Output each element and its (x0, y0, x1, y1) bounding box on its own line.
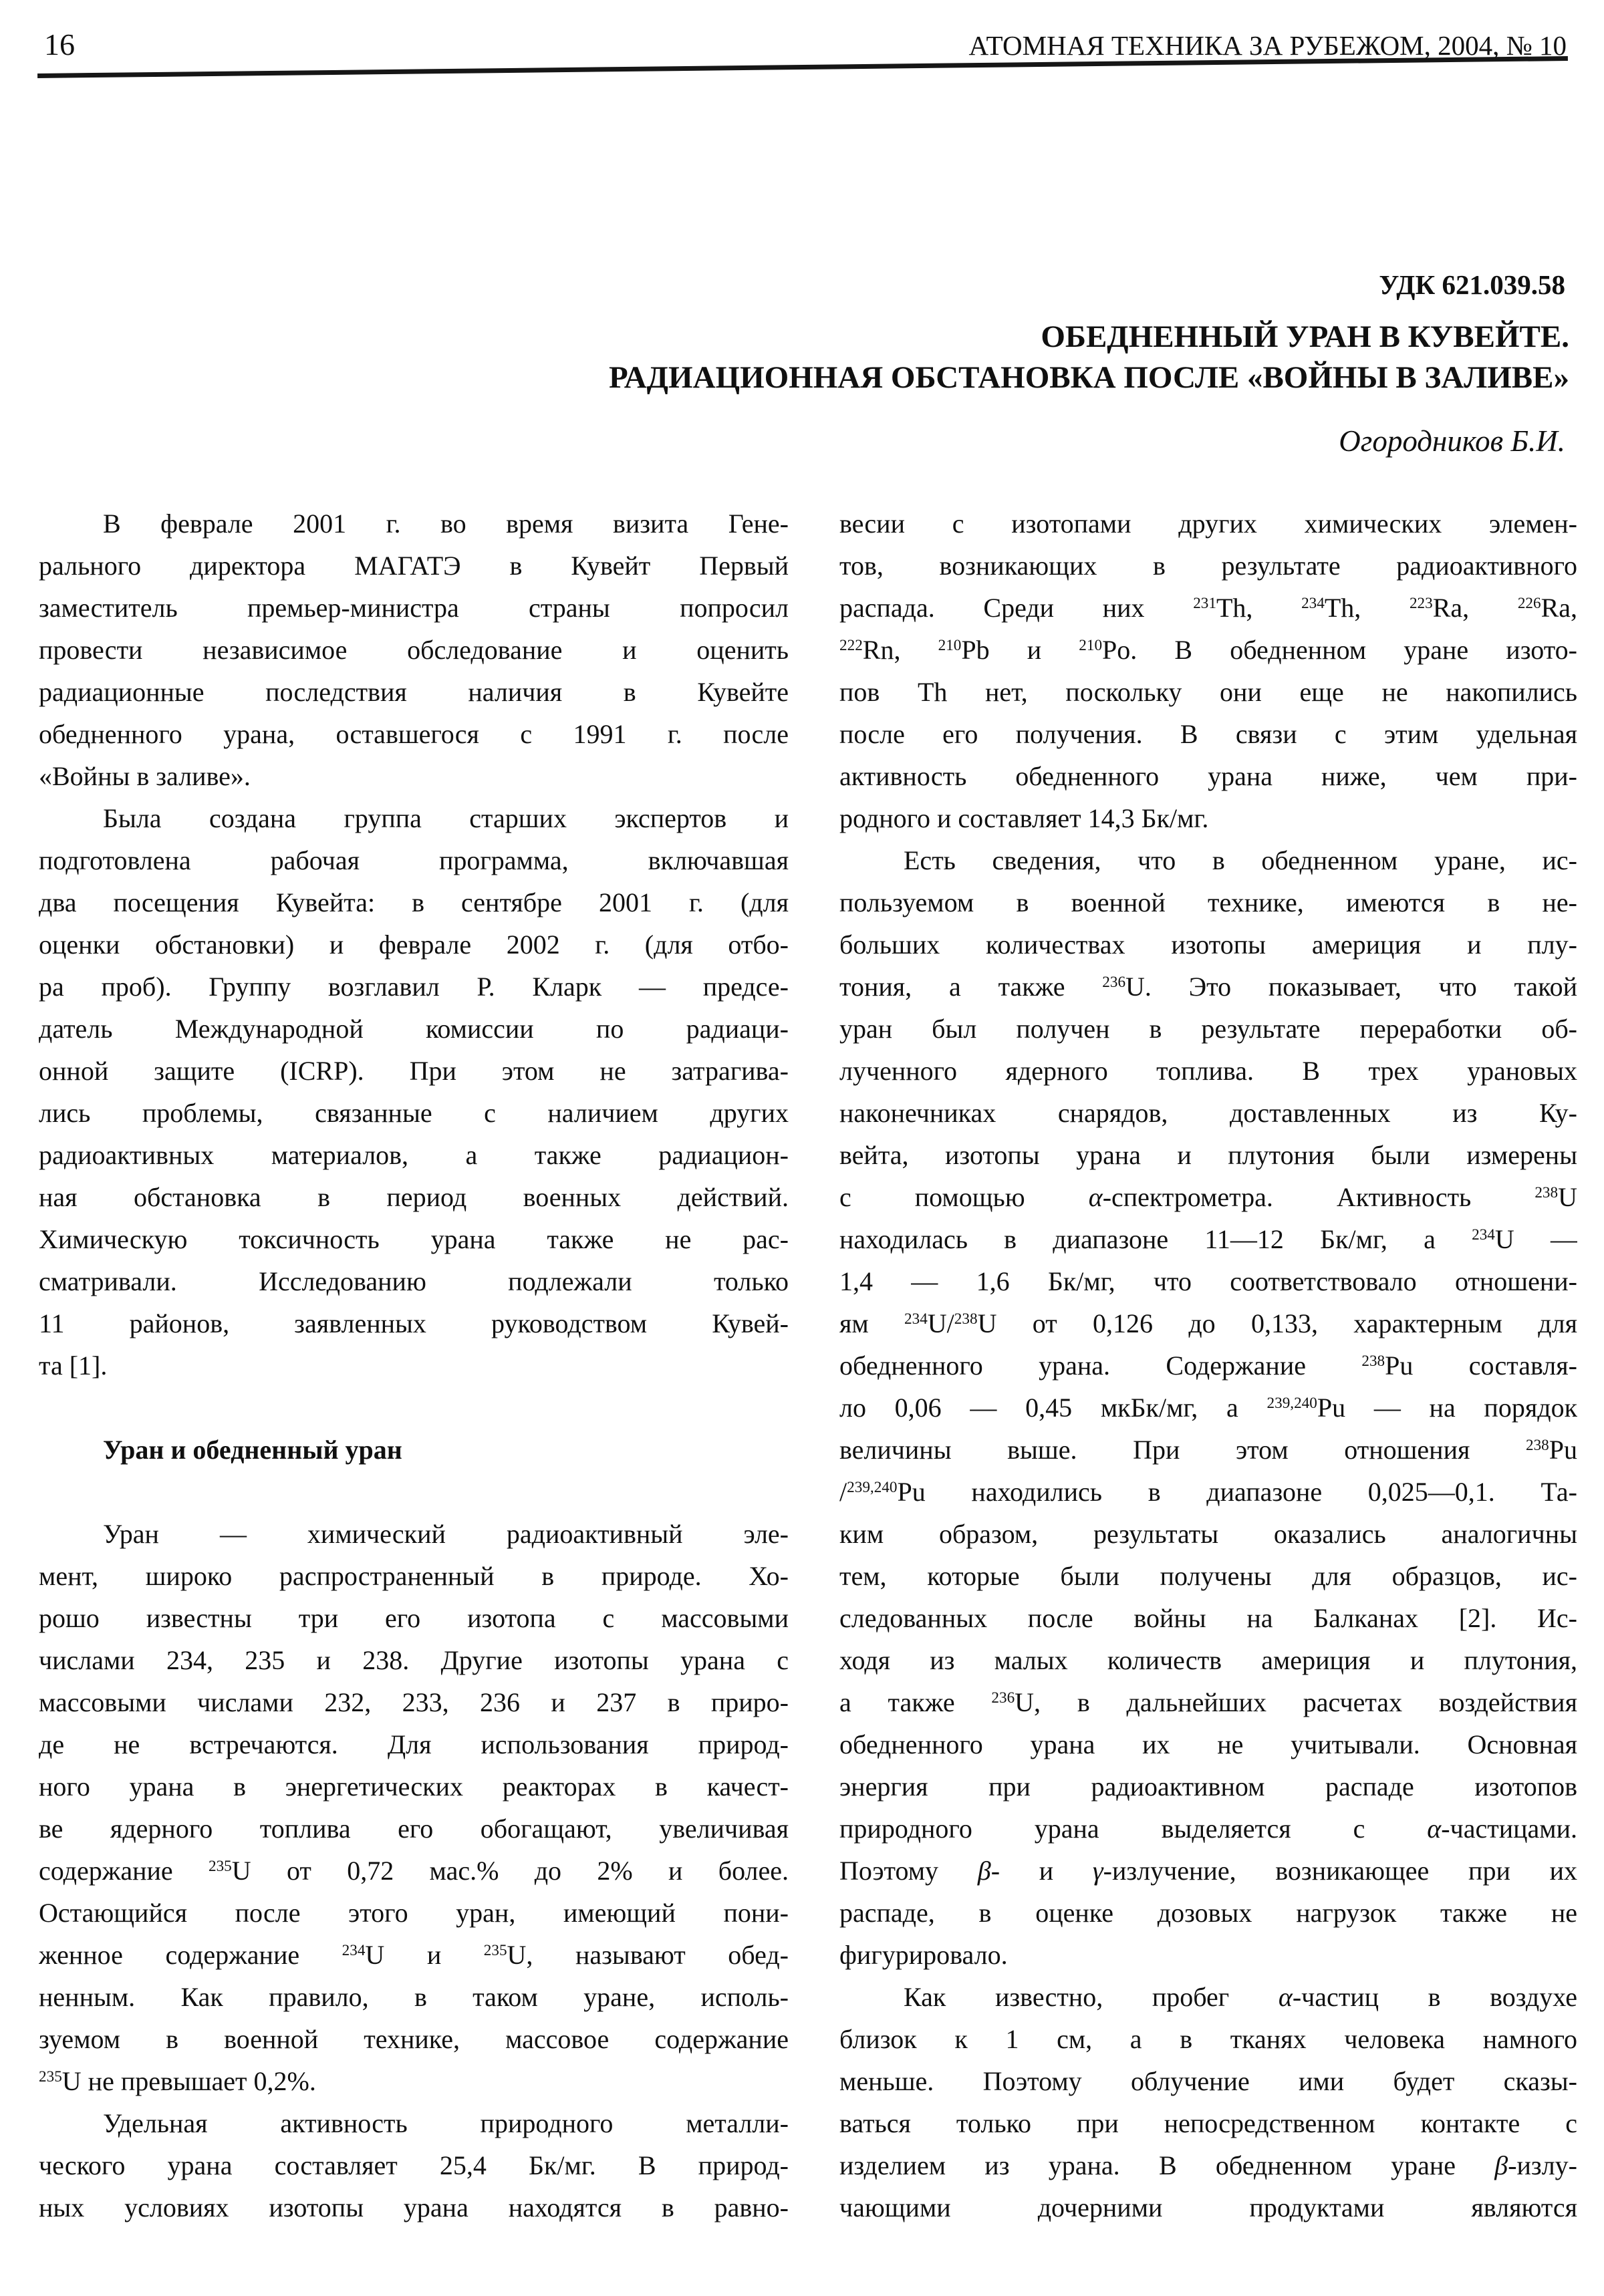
text-line: а также $^{236}$U, в дальнейших расчетах воздействия (839, 1687, 1577, 1717)
text-line: провести независимое обследование и оценить (39, 635, 789, 665)
isotope-superscript: 239,240 (1266, 1395, 1317, 1413)
isotope-superscript: 239,240 (847, 1479, 898, 1497)
text-line: наконечниках снарядов, доставленных из Ку- (839, 1098, 1577, 1128)
isotope-superscript: 234 (1301, 595, 1325, 613)
text-line: радиоактивных материалов, а также радиацион- (39, 1140, 789, 1170)
text-line: Была создана группа старших экспертов и (103, 803, 789, 833)
text-line: содержание $^{235}$U от 0,72 мас.% до 2% и более. (39, 1856, 789, 1886)
text-line: сматривали. Исследованию подлежали только (39, 1266, 789, 1296)
text-line: ким образом, результаты оказались аналогичны (839, 1519, 1577, 1549)
isotope-superscript: 222 (839, 637, 863, 655)
greek-letter: α (1427, 1814, 1442, 1844)
isotope-superscript: 235 (483, 1942, 507, 1960)
text-line: Поэтому β- и γ-излучение, возникающее при их (839, 1856, 1577, 1886)
text-line: активность обедненного урана ниже, чем при- (839, 761, 1577, 791)
isotope-superscript: 238 (1361, 1352, 1385, 1371)
text-column-left (39, 503, 789, 2229)
text-line: мент, широко распространенный в природе. Хо- (39, 1561, 789, 1591)
text-line: /$^{239,240}$Pu находились в диапазоне 0,025—0,1. Та- (839, 1477, 1577, 1507)
text-line: распаде, в оценке дозовых нагрузок также не (839, 1898, 1577, 1928)
text-line: ходя из малых количеств америция и плутония, (839, 1645, 1577, 1675)
isotope-superscript: 234 (342, 1942, 366, 1960)
text-line: датель Международной комиссии по радиаци- (39, 1014, 789, 1044)
text-line: ям $^{234}$U/$^{238}$U от 0,126 до 0,133, характерным для (839, 1308, 1577, 1338)
text-line: лученного ядерного топлива. В трех урановых (839, 1056, 1577, 1086)
text-line: два посещения Кувейта: в сентябре 2001 г. (для (39, 887, 789, 917)
greek-letter: γ (1092, 1856, 1103, 1886)
greek-letter: β (977, 1856, 991, 1886)
text-line: вейта, изотопы урана и плутония были измерены (839, 1140, 1577, 1170)
text-line: Остающийся после этого уран, имеющий пони- (39, 1898, 789, 1928)
text-line: радиационные последствия наличия в Кувейте (39, 677, 789, 707)
text-line: ваться только при непосредственном контакте с (839, 2108, 1577, 2138)
article-author: Огородников Б.И. (1339, 424, 1565, 458)
text-line: ных условиях изотопы урана находятся в равно- (39, 2192, 789, 2222)
text-line: Уран — химический радиоактивный эле- (103, 1519, 789, 1549)
text-line: пользуемом в военной технике, имеются в не- (839, 887, 1577, 917)
isotope-superscript: 210 (938, 637, 962, 655)
text-line: природного урана выделяется с α-частицами. (839, 1814, 1577, 1844)
isotope-superscript: 234 (1472, 1226, 1495, 1244)
article-title-line1: ОБЕДНЕННЫЙ УРАН В КУВЕЙТЕ. (1041, 319, 1569, 354)
text-line: 11 районов, заявленных руководством Кувей- (39, 1308, 789, 1338)
header-rule (37, 56, 1568, 78)
page-number: 16 (44, 27, 75, 61)
text-line: $^{235}$U не превышает 0,2%. (39, 2066, 316, 2096)
text-line: близок к 1 см, а в тканях человека намного (839, 2024, 1577, 2054)
isotope-superscript: 236 (1102, 974, 1126, 992)
text-line: тов, возникающих в результате радиоактивного (839, 551, 1577, 581)
text-line: оценки обстановки) и феврале 2002 г. (для отбо- (39, 929, 789, 960)
text-line: ческого урана составляет 25,4 Бк/мг. В природ- (39, 2150, 789, 2180)
isotope-superscript: 235 (208, 1858, 232, 1876)
text-line: уран был получен в результате переработки об- (839, 1014, 1577, 1044)
text-line: энергия при радиоактивном распаде изотопов (839, 1771, 1577, 1802)
text-line: онной защите (ICRP). При этом не затрагива- (39, 1056, 789, 1086)
paragraph (39, 1513, 789, 2102)
text-line: пов Th нет, поскольку они еще не накопились (839, 677, 1577, 707)
text-line: после его получения. В связи с этим удельная (839, 719, 1577, 749)
paragraph (839, 839, 1577, 1976)
text-line: В феврале 2001 г. во время визита Гене- (103, 509, 789, 539)
text-line: весии с изотопами других химических элемен- (839, 509, 1577, 539)
text-line: следованных после войны на Балканах [2]. Ис- (839, 1603, 1577, 1633)
text-line: обедненного урана их не учитывали. Основная (839, 1729, 1577, 1759)
greek-letter: α (1278, 1982, 1293, 2012)
greek-letter: α (1088, 1182, 1103, 1212)
text-line: меньше. Поэтому облучение ими будет сказы- (839, 2066, 1577, 2096)
text-line: заместитель премьер-министра страны попросил (39, 593, 789, 623)
text-line: Как известно, пробег α-частиц в воздухе (904, 1982, 1577, 2012)
article-title (609, 317, 1569, 398)
text-line: ная обстановка в период военных действий. (39, 1182, 789, 1212)
text-line: де не встречаются. Для использования природ- (39, 1729, 789, 1759)
text-line: тем, которые были получены для образцов, ис- (839, 1561, 1577, 1591)
text-line: распада. Среди них $^{231}$Th, $^{234}$Th, $^{223}$Ra, $^{226}$Ra, (839, 593, 1577, 623)
text-line: та [1]. (39, 1350, 108, 1381)
paragraph (39, 503, 789, 797)
section-heading: Уран и обедненный уран (103, 1435, 402, 1465)
text-line: обедненного урана, оставшегося с 1991 г. после (39, 719, 789, 749)
isotope-superscript: 223 (1409, 595, 1433, 613)
text-line: Удельная активность природного металли- (103, 2108, 789, 2138)
text-line: 1,4 — 1,6 Бк/мг, что соответствовало отношени- (839, 1266, 1577, 1296)
text-line: ненным. Как правило, в таком уране, исполь- (39, 1982, 789, 2012)
isotope-superscript: 238 (1534, 1184, 1559, 1202)
isotope-superscript: 238 (1525, 1437, 1549, 1455)
text-line: числами 234, 235 и 238. Другие изотопы урана с (39, 1645, 789, 1675)
isotope-superscript: 236 (991, 1689, 1015, 1707)
text-line: рального директора МАГАТЭ в Кувейт Первый (39, 551, 789, 581)
text-line: Есть сведения, что в обедненном уране, ис- (904, 845, 1577, 875)
text-line: больших количествах изотопы америция и плу- (839, 929, 1577, 960)
text-line: тония, а также $^{236}$U. Это показывает, что такой (839, 972, 1577, 1002)
isotope-superscript: 226 (1517, 595, 1541, 613)
isotope-superscript: 238 (954, 1310, 978, 1328)
isotope-superscript: 210 (1079, 637, 1103, 655)
text-line: изделием из урана. В обедненном уране β-излу- (839, 2150, 1577, 2180)
text-line: женное содержание $^{234}$U и $^{235}$U, называют обед- (39, 1940, 789, 1970)
text-column-right (839, 503, 1577, 2229)
article-title-line2: РАДИАЦИОННАЯ ОБСТАНОВКА ПОСЛЕ «ВОЙНЫ В ЗАЛИВЕ» (609, 360, 1569, 395)
paragraph (839, 1976, 1577, 2229)
text-line: рошо известны три его изотопа с массовыми (39, 1603, 789, 1633)
text-line: лись проблемы, связанные с наличием других (39, 1098, 789, 1128)
text-line: зуемом в военной технике, массовое содержание (39, 2024, 789, 2054)
text-line: с помощью α-спектрометра. Активность $^{238}$U (839, 1182, 1577, 1212)
isotope-superscript: 235 (39, 2068, 62, 2086)
paragraph (39, 797, 789, 1387)
text-line: $^{222}$Rn, $^{210}$Pb и $^{210}$Po. В обедненном уране изото- (839, 635, 1577, 665)
text-line: массовыми числами 232, 233, 236 и 237 в приро- (39, 1687, 789, 1717)
text-line: фигурировало. (839, 1940, 1008, 1970)
text-line: ра проб). Группу возглавил Р. Кларк — предсе- (39, 972, 789, 1002)
text-line: обедненного урана. Содержание $^{238}$Pu составля- (839, 1350, 1577, 1381)
udc-code: УДК 621.039.58 (1379, 269, 1565, 300)
paragraph (839, 503, 1577, 839)
text-line: находилась в диапазоне 11—12 Бк/мг, а $^{234}$U — (839, 1224, 1577, 1254)
text-line: ло 0,06 — 0,45 мкБк/мг, а $^{239,240}$Pu — на порядок (839, 1393, 1577, 1423)
text-line: «Войны в заливе». (39, 761, 251, 791)
paragraph (39, 2102, 789, 2229)
text-line: величины выше. При этом отношения $^{238}$Pu (839, 1435, 1577, 1465)
text-line: Химическую токсичность урана также не рас- (39, 1224, 789, 1254)
isotope-superscript: 234 (904, 1310, 928, 1328)
text-line: ве ядерного топлива его обогащают, увеличивая (39, 1814, 789, 1844)
text-line: подготовлена рабочая программа, включавшая (39, 845, 789, 875)
isotope-superscript: 231 (1193, 595, 1216, 613)
text-line: чающими дочерними продуктами являются (839, 2192, 1577, 2222)
text-line: родного и составляет 14,3 Бк/мг. (839, 803, 1209, 833)
greek-letter: β (1494, 2150, 1508, 2180)
journal-title: АТОМНАЯ ТЕХНИКА ЗА РУБЕЖОМ, 2004, № 10 (968, 30, 1567, 61)
text-line: ного урана в энергетических реакторах в качест- (39, 1771, 789, 1802)
